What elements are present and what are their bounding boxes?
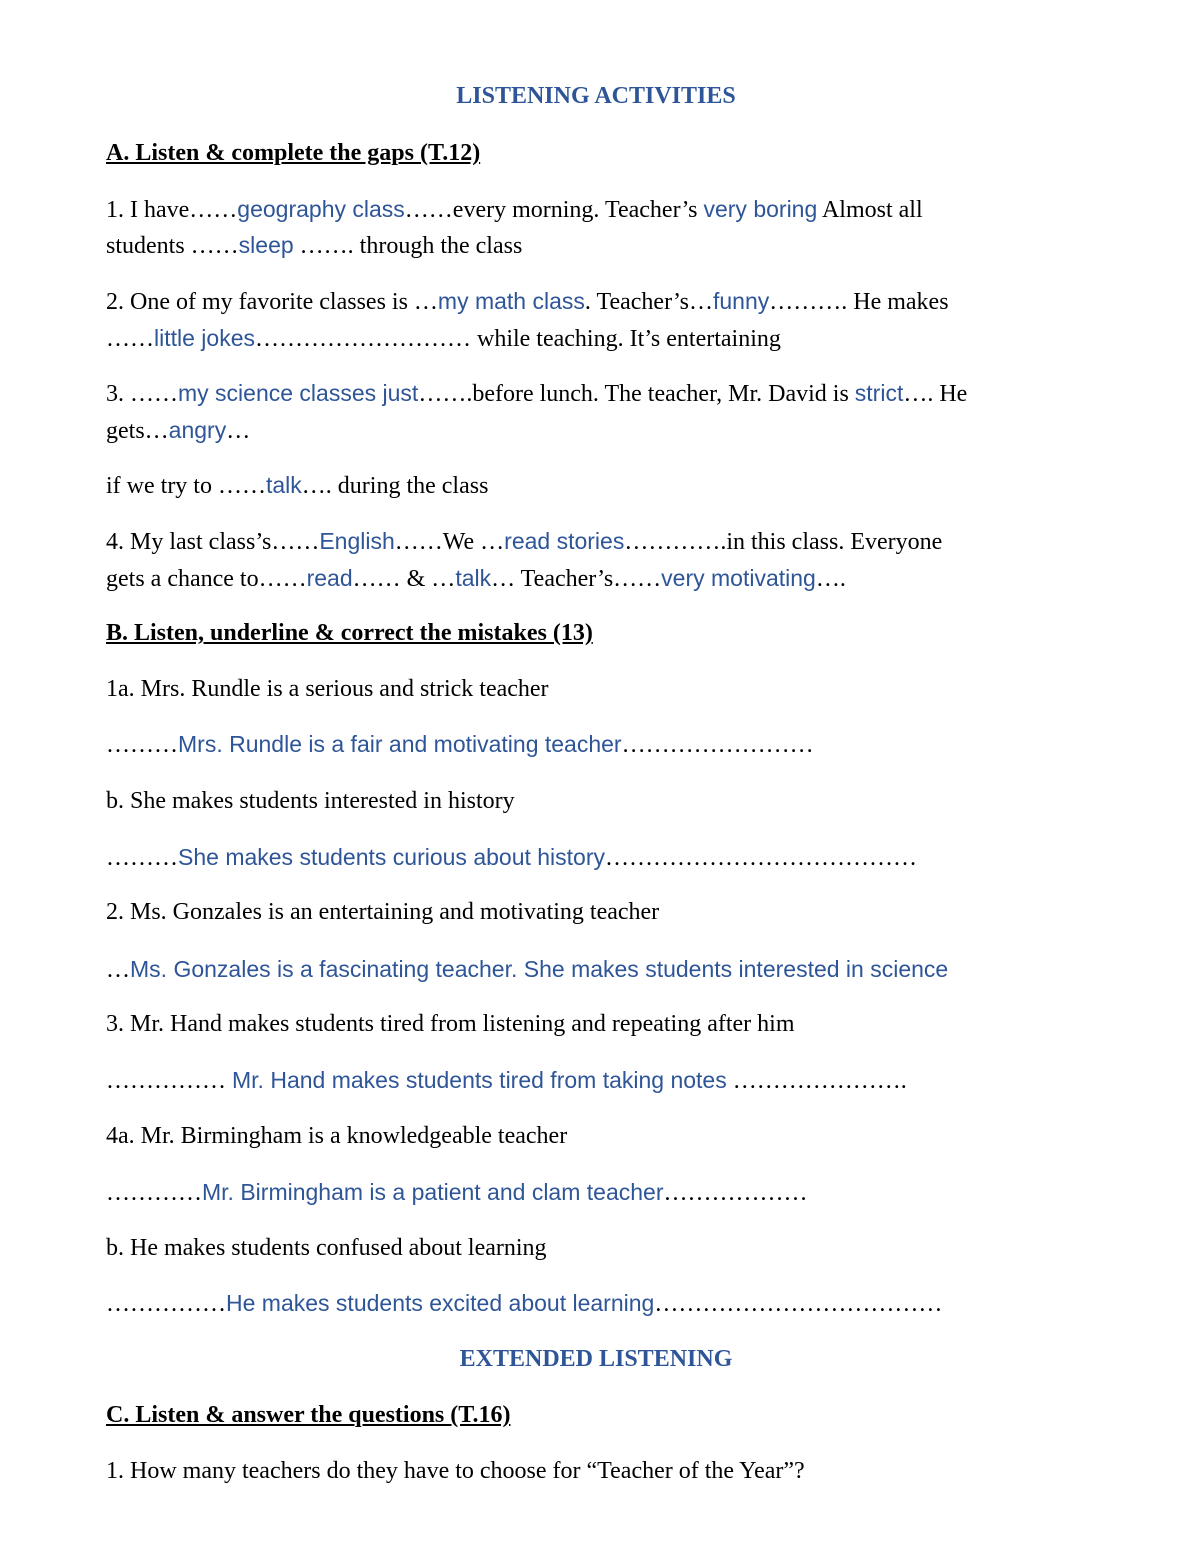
answer: funny — [712, 288, 770, 314]
text: . Teacher’s… — [584, 289, 713, 315]
text: …. during the class — [301, 473, 489, 499]
statement-4a: 4a. Mr. Birmingham is a knowledgeable teacher — [106, 1123, 568, 1149]
dots: ……………………………… — [654, 1291, 943, 1317]
question-4-line-1 — [106, 526, 942, 557]
statement-4b: b. He makes students confused about learning — [106, 1235, 547, 1261]
question-2-line-2 — [106, 323, 781, 354]
section-c-heading: C. Listen & answer the questions (T.16) — [106, 1402, 511, 1428]
question-1-line-1 — [106, 194, 923, 225]
answer: Ms. Gonzales is a fascinating teacher. She makes students interested in science — [130, 956, 949, 982]
text: …. — [815, 566, 846, 592]
answer: little jokes — [154, 325, 255, 351]
answer: talk — [455, 565, 492, 591]
answer: Mr. Birmingham is a patient and clam teacher — [202, 1179, 664, 1205]
dots: …………… — [106, 1291, 226, 1317]
answer: my math class — [437, 288, 585, 314]
text: … Teacher’s…… — [491, 566, 662, 592]
text: students …… — [106, 233, 239, 259]
text: ……………………… while teaching. It’s entertaining — [254, 326, 781, 352]
text: …. He — [903, 381, 968, 407]
text: ……. through the class — [293, 233, 523, 259]
text: …….before lunch. The teacher, Mr. David is — [418, 381, 855, 407]
text: …… — [106, 326, 154, 352]
dots: …………… — [106, 1068, 232, 1094]
correction-4a — [106, 1177, 807, 1208]
text: ……every morning. Teacher’s — [404, 197, 704, 223]
dots: …………………… — [621, 732, 814, 758]
statement-2: 2. Ms. Gonzales is an entertaining and motivating teacher — [106, 899, 660, 925]
text: gets a chance to…… — [106, 566, 307, 592]
question-3-line-1 — [106, 378, 967, 409]
text: 4. My last class’s…… — [106, 529, 320, 555]
dots: ……………… — [663, 1180, 808, 1206]
dots: ……… — [106, 845, 178, 871]
page-title: LISTENING ACTIVITIES — [456, 83, 736, 109]
question-3-line-3 — [106, 470, 488, 501]
text: ………. He makes — [769, 289, 949, 315]
dots: ……… — [106, 732, 178, 758]
answer: He makes students excited about learning — [226, 1290, 655, 1316]
text: 3. …… — [106, 381, 178, 407]
answer: Mrs. Rundle is a fair and motivating teacher — [178, 731, 622, 757]
answer: read stories — [504, 528, 625, 554]
statement-1a: 1a. Mrs. Rundle is a serious and strick teacher — [106, 676, 549, 702]
correction-3 — [106, 1065, 907, 1096]
answer: Mr. Hand makes students tired from taking notes — [232, 1067, 727, 1093]
answer: talk — [265, 472, 302, 498]
correction-1b — [106, 842, 917, 873]
extended-title: EXTENDED LISTENING — [459, 1346, 733, 1372]
answer: read — [306, 565, 353, 591]
correction-1a — [106, 729, 814, 760]
section-c-question-1: 1. How many teachers do they have to choose for “Teacher of the Year”? — [106, 1458, 805, 1484]
answer: geography class — [237, 196, 405, 222]
text: ………….in this class. Everyone — [624, 529, 943, 555]
answer: angry — [168, 417, 227, 443]
section-a-heading: A. Listen & complete the gaps (T.12) — [106, 140, 481, 166]
text: … — [226, 418, 251, 444]
text: 2. One of my favorite classes is … — [106, 289, 438, 315]
answer: my science classes just — [178, 380, 419, 406]
text: gets… — [106, 418, 169, 444]
statement-3: 3. Mr. Hand makes students tired from listening and repeating after him — [106, 1011, 795, 1037]
answer: very motivating — [661, 565, 816, 591]
answer: strict — [854, 380, 904, 406]
statement-1b: b. She makes students interested in history — [106, 788, 515, 814]
question-2-line-1 — [106, 286, 949, 317]
answer: She makes students curious about history — [178, 844, 606, 870]
dots: …………………. — [726, 1068, 907, 1094]
text: if we try to …… — [106, 473, 266, 499]
dots: … — [106, 957, 130, 983]
section-b-heading: B. Listen, underline & correct the mistakes (13) — [106, 620, 593, 646]
question-1-line-2 — [106, 230, 522, 261]
text: …… & … — [352, 566, 456, 592]
answer: very boring — [703, 196, 818, 222]
dots: ………… — [106, 1180, 202, 1206]
correction-2 — [106, 954, 948, 985]
text: Almost all — [817, 197, 923, 223]
answer: English — [319, 528, 395, 554]
answer: sleep — [238, 232, 294, 258]
dots: ………………………………… — [605, 845, 918, 871]
text: 1. I have…… — [106, 197, 238, 223]
question-4-line-2 — [106, 563, 846, 594]
text: ……We … — [394, 529, 505, 555]
correction-4b — [106, 1288, 942, 1319]
question-3-line-2 — [106, 415, 250, 446]
